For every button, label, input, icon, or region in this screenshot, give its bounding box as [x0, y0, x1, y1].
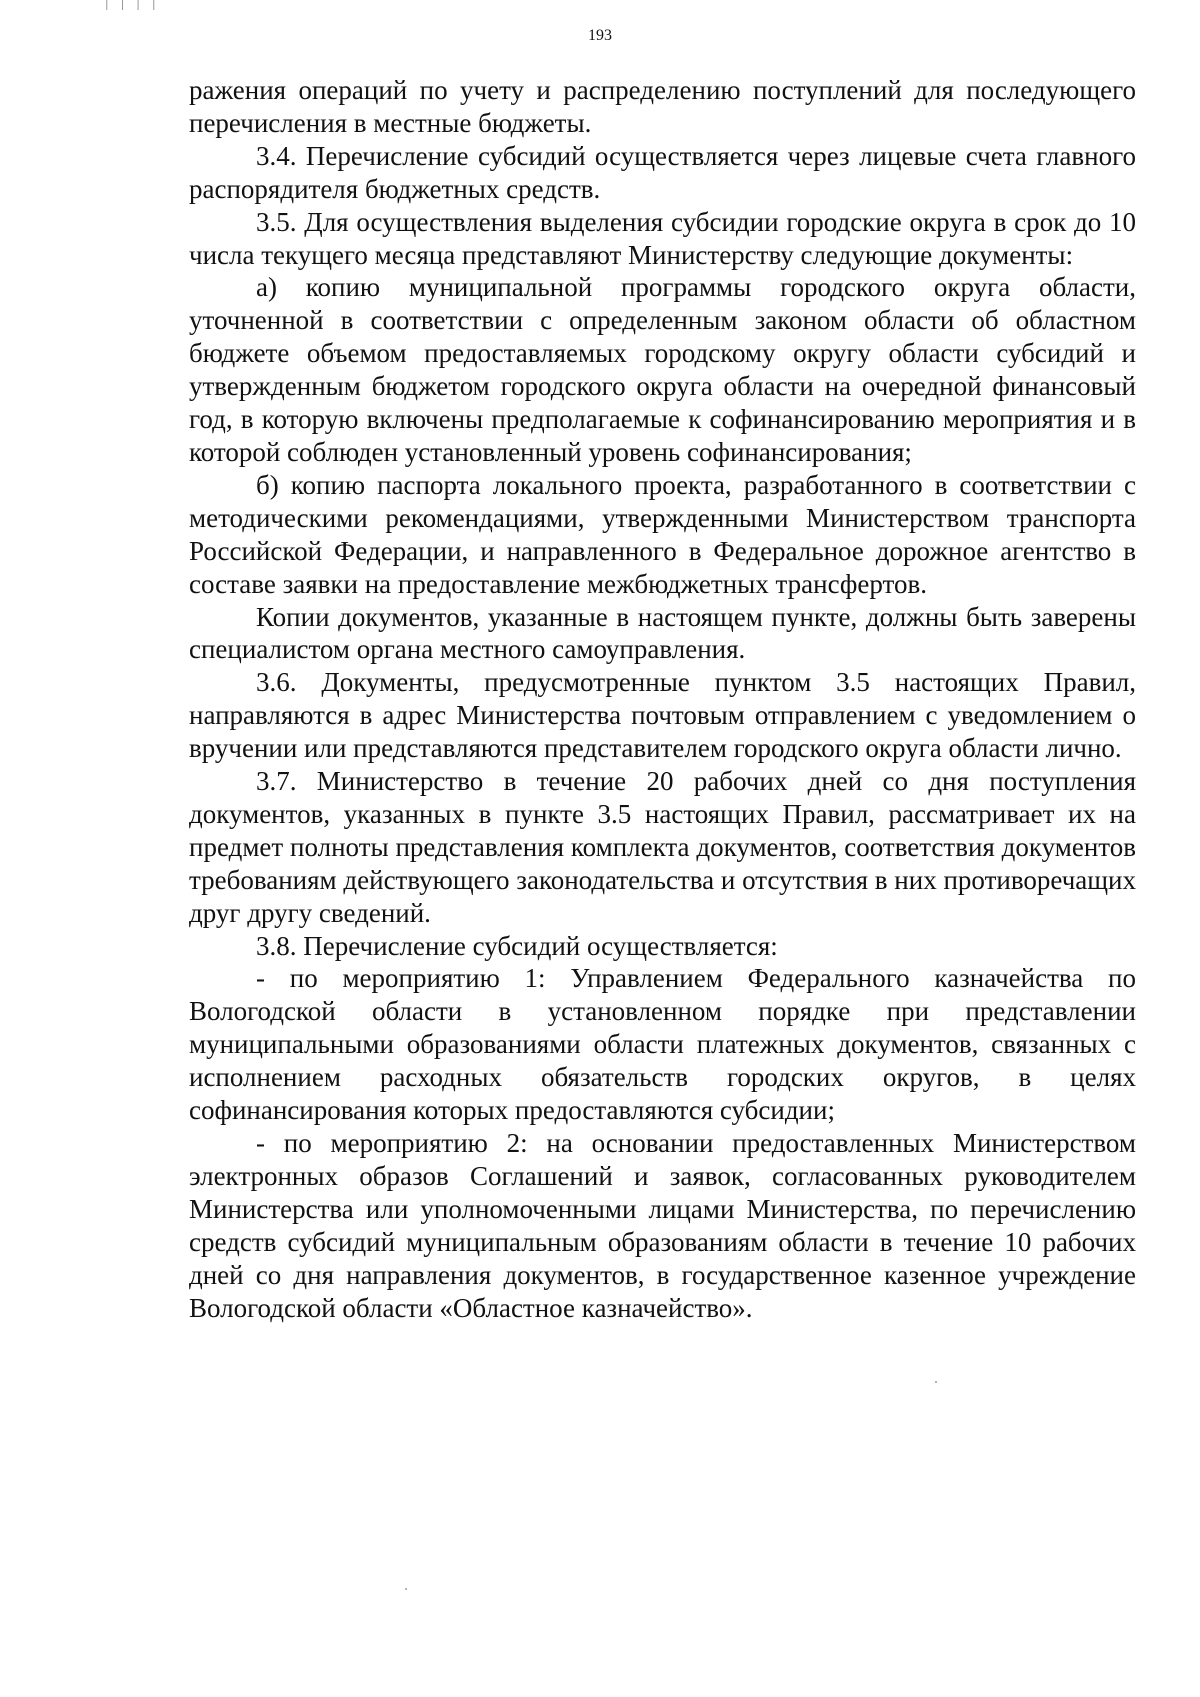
paragraph-3-7: 3.7. Министерство в течение 20 рабочих дней со дня поступления документов, указанных в пункте 3.5 настоящих Правил, рассматривает их на предмет полноты представления комплекта документов, соответствия документов требованиям действующего законодательства и отсутствия в них противоречащих друг другу сведений. — [189, 766, 1136, 928]
scan-edge-mark: ׀ ׀ ׀ ׀ — [104, 0, 159, 11]
paragraph-measure-1: - по мероприятию 1: Управлением Федерального казначейства по Вологодской области в установленном порядке при представлении муниципальными образованиями области платежных документов, связанных с исполнением расходных обязательств городских округов, в целях софинансирования которых предоставляются субсидии; — [189, 963, 1136, 1126]
paragraph-3-5-b: б) копию паспорта локального проекта, разработанного в соответствии с методическими рекомендациями, утвержденными Министерством транспорта Российской Федерации, и направленного в Федеральное дорожное агентство в составе заявки на предоставление межбюджетных трансфертов. — [189, 469, 1136, 599]
scan-speck — [405, 1588, 407, 1590]
paragraph-3-4: 3.4. Перечисление субсидий осуществляется через лицевые счета главного распорядителя бюджетных средств. — [189, 140, 1136, 204]
scan-speck — [935, 1381, 937, 1383]
paragraph-3-5: 3.5. Для осуществления выделения субсидии городские округа в срок до 10 числа текущего месяца представляют Министерству следующие документы: — [189, 206, 1136, 270]
paragraph-3-5-a: а) копию муниципальной программы городского округа области, уточненной в соответствии с определенным законом области об областном бюджете объемом предоставляемых городскому округу области субсидий и утвержденным бюджетом городского округа области на очередной финансовый год, в которую включены предполагаемые к софинансированию мероприятия и в которой соблюден установленный уровень софинансирования; — [189, 272, 1136, 467]
paragraph-copies: Копии документов, указанные в настоящем пункте, должны быть заверены специалистом органа местного самоуправления. — [189, 601, 1136, 665]
paragraph-3-6: 3.6. Документы, предусмотренные пунктом 3.5 настоящих Правил, направляются в адрес Министерства почтовым отправлением с уведомлением о вручении или представляются представителем городского округа области лично. — [189, 667, 1136, 764]
document-body — [189, 74, 1136, 1324]
page-number: 193 — [588, 27, 612, 44]
paragraph-3-8: 3.8. Перечисление субсидий осуществляется: — [256, 930, 778, 961]
paragraph-continuation: ражения операций по учету и распределению поступлений для последующего перечисления в местные бюджеты. — [189, 75, 1136, 138]
paragraph-measure-2: - по мероприятию 2: на основании предоставленных Министерством электронных образов Соглашений и заявок, согласованных руководителем Министерства или уполномоченными лицами Министерства, по перечислению средств субсидий муниципальным образованиям области в течение 10 рабочих дней со дня направления документов, в государственное казенное учреждение Вологодской области «Областное казначейство». — [189, 1128, 1136, 1323]
